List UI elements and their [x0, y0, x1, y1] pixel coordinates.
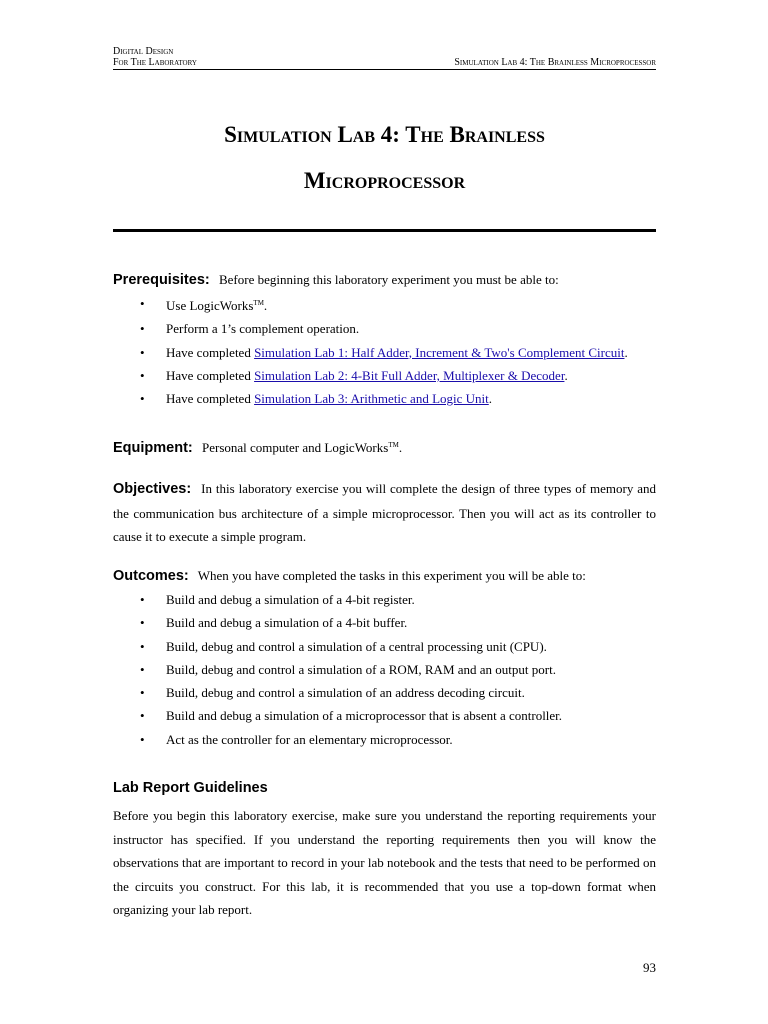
title-rule — [113, 229, 656, 232]
outcomes-list — [113, 588, 656, 751]
prerequisites-list — [113, 292, 656, 410]
objectives-section — [113, 477, 656, 549]
prerequisites-label: Prerequisites: — [113, 272, 210, 288]
page-title — [113, 112, 656, 204]
link-simulation-lab-1[interactable]: Simulation Lab 1: Half Adder, Increment & Two's Complement Circuit — [254, 344, 625, 360]
header-left-line2: For The Laboratory — [113, 57, 197, 68]
title-line1: Simulation Lab 4: The Brainless — [224, 122, 545, 147]
list-item: • Have completed Simulation Lab 3: Arithmetic and Logic Unit. — [113, 387, 656, 410]
header-left-line1: Digital Design — [113, 46, 174, 57]
guidelines-section — [113, 778, 656, 922]
header-chapter-title: Simulation Lab 4: The Brainless Microprocessor — [454, 57, 656, 68]
guidelines-heading: Lab Report Guidelines — [113, 780, 268, 796]
list-item: • Have completed Simulation Lab 2: 4-Bit Full Adder, Multiplexer & Decoder. — [113, 364, 656, 387]
list-item: • Act as the controller for an elementary microprocessor. — [113, 728, 656, 751]
list-item: • Build and debug a simulation of a microprocessor that is absent a controller. — [113, 704, 656, 727]
list-item: • Perform a 1’s complement operation. — [113, 317, 656, 340]
outcomes-label: Outcomes: — [113, 568, 189, 584]
list-item: • Build and debug a simulation of a 4-bit buffer. — [113, 611, 656, 634]
guidelines-text: Before you begin this laboratory exercise, make sure you understand the reporting requirements your instructor has specified. If you understand the reporting requirements then you will know the observations that are important to record in your lab notebook and the tests that need to be performed on the circuits you construct. For this lab, it is recommended that you use a top-down format when organizing your lab report. — [113, 808, 656, 917]
list-item: • Use LogicWorks™. — [113, 292, 656, 317]
list-item: • Have completed Simulation Lab 1: Half Adder, Increment & Two's Complement Circuit. — [113, 341, 656, 364]
outcomes-section — [113, 564, 656, 751]
title-line2: Microprocessor — [303, 168, 466, 193]
running-header — [113, 46, 656, 70]
equipment-text: Personal computer and LogicWorks — [202, 440, 389, 455]
equipment-section: Equipment: Personal computer and LogicWorks™. — [113, 440, 403, 456]
page-number: 93 — [643, 960, 656, 975]
header-rule — [113, 69, 656, 70]
objectives-text: In this laboratory exercise you will complete the design of three types of memory and the communication bus architecture of a simple microprocessor. Then you will act as its controller to cause it to execute a simple program. — [113, 481, 657, 544]
link-simulation-lab-2[interactable]: Simulation Lab 2: 4-Bit Full Adder, Multiplexer & Decoder — [254, 367, 565, 383]
list-item: • Build and debug a simulation of a 4-bit register. — [113, 588, 656, 611]
link-simulation-lab-3[interactable]: Simulation Lab 3: Arithmetic and Logic Unit — [254, 391, 489, 407]
list-item: • Build, debug and control a simulation of a ROM, RAM and an output port. — [113, 658, 656, 681]
objectives-label: Objectives: — [113, 481, 192, 497]
outcomes-intro: When you have completed the tasks in this experiment you will be able to: — [197, 568, 586, 583]
prerequisites-section — [113, 268, 656, 410]
list-item: • Build, debug and control a simulation of a central processing unit (CPU). — [113, 635, 656, 658]
header-book-title — [113, 46, 197, 68]
equipment-label: Equipment: — [113, 440, 193, 456]
list-item: • Build, debug and control a simulation of an address decoding circuit. — [113, 681, 656, 704]
prerequisites-intro: Before beginning this laboratory experiment you must be able to: — [218, 272, 559, 287]
